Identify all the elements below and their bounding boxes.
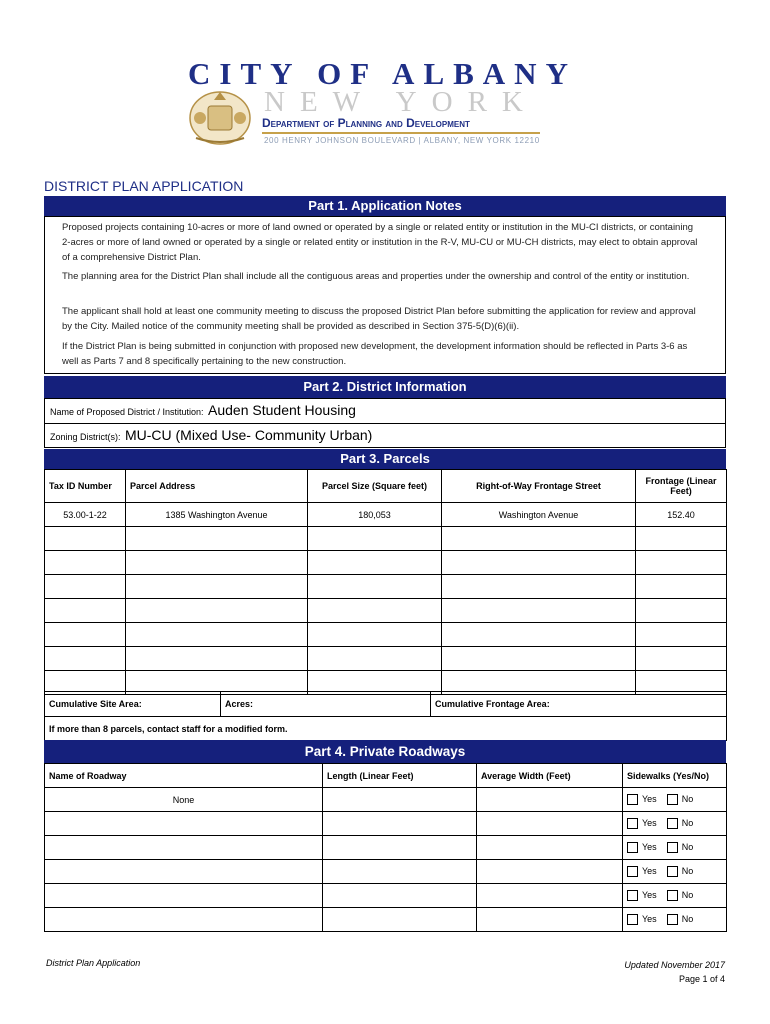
roadway-width[interactable] [477,812,623,836]
no-checkbox[interactable] [667,842,678,853]
parcels-header-row [45,470,727,503]
col-frontage-street: Right-of-Way Frontage Street [442,470,636,503]
roadway-width[interactable] [477,788,623,812]
sidewalks-no[interactable]: No [667,818,694,828]
no-checkbox[interactable] [667,866,678,877]
footer-form-name: District Plan Application [46,958,141,968]
roadway-length[interactable] [323,860,477,884]
part1-note-2: The planning area for the District Plan shall include all the contiguous areas and properties under the ownership and control of the entity or institution. [62,271,690,282]
parcel-cell[interactable] [126,527,308,551]
cumulative-site-area-label[interactable]: Cumulative Site Area: [45,692,221,717]
parcel-row [45,575,727,599]
roadway-width[interactable] [477,836,623,860]
parcel-cell[interactable] [308,527,442,551]
sidewalks-yes[interactable]: Yes [627,890,657,900]
parcel-cell[interactable] [45,623,126,647]
parcel-cell[interactable] [45,527,126,551]
parcels-table [44,469,727,695]
roadway-row [45,812,727,836]
state-title: NEW YORK [264,86,538,118]
yes-checkbox[interactable] [627,794,638,805]
department-name: Department of Planning and Development [262,116,470,130]
district-name-label: Name of Proposed District / Institution: [50,407,204,417]
parcel-row [45,527,727,551]
zoning-district-label: Zoning District(s): [50,432,121,442]
parcel-cell[interactable] [308,575,442,599]
part1-header: Part 1. Application Notes [44,196,726,216]
cumulative-frontage-label[interactable]: Cumulative Frontage Area: [431,692,727,717]
no-checkbox[interactable] [667,914,678,925]
sidewalks-cell [623,788,727,812]
col-roadway-length: Length (Linear Feet) [323,764,477,788]
sidewalks-yes[interactable]: Yes [627,818,657,828]
form-title: DISTRICT PLAN APPLICATION [44,178,244,194]
sidewalks-cell [623,812,727,836]
no-checkbox[interactable] [667,890,678,901]
parcel-cell[interactable] [126,599,308,623]
yes-checkbox[interactable] [627,818,638,829]
parcel-frontage-street[interactable]: Washington Avenue [442,503,636,527]
parcel-cell[interactable] [636,575,727,599]
roadway-length[interactable] [323,836,477,860]
parcel-row [45,503,727,527]
sidewalks-cell [623,836,727,860]
col-roadway-name: Name of Roadway [45,764,323,788]
zoning-district-value[interactable]: MU-CU (Mixed Use- Community Urban) [124,427,373,443]
city-seal-logo [186,88,254,146]
parcel-cell[interactable] [442,575,636,599]
parcel-cell[interactable] [308,599,442,623]
parcel-cell[interactable] [442,551,636,575]
roadway-length[interactable] [323,812,477,836]
sidewalks-cell [623,908,727,932]
roadway-name[interactable] [45,908,323,932]
sidewalks-yes[interactable]: Yes [627,842,657,852]
col-parcel-address: Parcel Address [126,470,308,503]
yes-checkbox[interactable] [627,842,638,853]
roadway-name[interactable] [45,812,323,836]
yes-checkbox[interactable] [627,890,638,901]
parcel-cell[interactable] [442,527,636,551]
part4-header: Part 4. Private Roadways [44,740,726,763]
col-frontage-feet: Frontage (Linear Feet) [636,470,727,503]
footer-page-number: Page 1 of 4 [678,974,725,984]
part2-header: Part 2. District Information [44,376,726,398]
parcel-cell[interactable] [126,623,308,647]
roadway-length[interactable] [323,908,477,932]
sidewalks-no[interactable]: No [667,842,694,852]
sidewalks-yes[interactable]: Yes [627,866,657,876]
parcel-cell[interactable] [442,647,636,671]
cumulative-row [45,692,727,717]
parcel-cell[interactable] [442,599,636,623]
roadways-table [44,763,727,932]
district-name-row [50,402,356,420]
parcel-cell[interactable] [442,623,636,647]
parcel-tax-id[interactable]: 53.00-1-22 [45,503,126,527]
parcel-row [45,551,727,575]
parcel-cell[interactable] [636,623,727,647]
sidewalks-cell [623,884,727,908]
parcel-row [45,647,727,671]
sidewalks-no[interactable]: No [667,914,694,924]
district-name-value[interactable]: Auden Student Housing [208,402,356,418]
no-checkbox[interactable] [667,794,678,805]
roadway-name[interactable]: None [45,788,323,812]
part3-header: Part 3. Parcels [44,449,726,469]
parcel-row [45,623,727,647]
parcel-cell[interactable] [45,575,126,599]
sidewalks-no[interactable]: No [667,866,694,876]
roadway-name[interactable] [45,860,323,884]
city-title: CITY OF ALBANY [188,56,577,91]
yes-checkbox[interactable] [627,866,638,877]
part1-note-3: The applicant shall hold at least one community meeting to discuss the proposed District Plan before submitting the application for review and approval by the City. Mailed notice of the community meeting shall be provided as described in Section 375-5(D)(6)(ii). [62,306,696,332]
part2-divider [44,423,726,424]
parcel-row [45,599,727,623]
parcel-cell[interactable] [636,551,727,575]
roadway-name[interactable] [45,836,323,860]
part1-note-1: Proposed projects containing 10-acres or more of land owned or operated by a single or related entity or institution in the MU-CI districts, or containing 2-acres or more of land owned or operated by a single or related entity or institution in the R-V, MU-CU or MU-CH districts, may elect to obtain approval of a comprehensive District Plan. [62,222,698,263]
parcel-cell[interactable] [636,647,727,671]
col-tax-id: Tax ID Number [45,470,126,503]
col-parcel-size: Parcel Size (Square feet) [308,470,442,503]
col-roadway-width: Average Width (Feet) [477,764,623,788]
acres-label[interactable]: Acres: [221,692,431,717]
roadway-length[interactable] [323,788,477,812]
parcel-cell[interactable] [126,575,308,599]
parcel-cell[interactable] [45,599,126,623]
roadway-width[interactable] [477,884,623,908]
parcel-address[interactable]: 1385 Washington Avenue [126,503,308,527]
roadway-length[interactable] [323,884,477,908]
roadway-row [45,788,727,812]
no-checkbox[interactable] [667,818,678,829]
sidewalks-yes[interactable]: Yes [627,914,657,924]
roadway-row [45,860,727,884]
parcel-note-row [45,717,727,741]
sidewalks-cell [623,860,727,884]
parcel-frontage-feet[interactable]: 152.40 [636,503,727,527]
roadway-width[interactable] [477,908,623,932]
footer-right [560,958,725,986]
roadway-row [45,836,727,860]
zoning-district-row [50,427,372,445]
roadway-row [45,884,727,908]
parcel-cell[interactable] [636,527,727,551]
parcel-cell[interactable] [308,551,442,575]
department-address: 200 HENRY JOHNSON BOULEVARD | ALBANY, NEW YORK 12210 [264,136,540,145]
parcel-limit-note: If more than 8 parcels, contact staff for a modified form. [45,717,727,741]
part1-note-4: If the District Plan is being submitted in conjunction with proposed new development, the development information should be reflected in Parts 3-6 as well as Parts 7 and 8 specifically pertaining to the new construction. [62,341,688,367]
roadway-row [45,908,727,932]
yes-checkbox[interactable] [627,914,638,925]
roadways-header-row [45,764,727,788]
parcel-cell[interactable] [308,623,442,647]
parcel-cell[interactable] [45,647,126,671]
parcel-cell[interactable] [126,647,308,671]
sidewalks-no[interactable]: No [667,794,694,804]
parcel-size[interactable]: 180,053 [308,503,442,527]
roadway-width[interactable] [477,860,623,884]
department-underline [262,132,540,134]
col-sidewalks: Sidewalks (Yes/No) [623,764,727,788]
sidewalks-yes[interactable]: Yes [627,794,657,804]
parcel-cell[interactable] [126,551,308,575]
roadway-name[interactable] [45,884,323,908]
cumulative-table [44,691,727,741]
parcel-cell[interactable] [636,599,727,623]
footer-updated: Updated November 2017 [624,960,725,970]
parcel-cell[interactable] [45,551,126,575]
parcel-cell[interactable] [308,647,442,671]
sidewalks-no[interactable]: No [667,890,694,900]
